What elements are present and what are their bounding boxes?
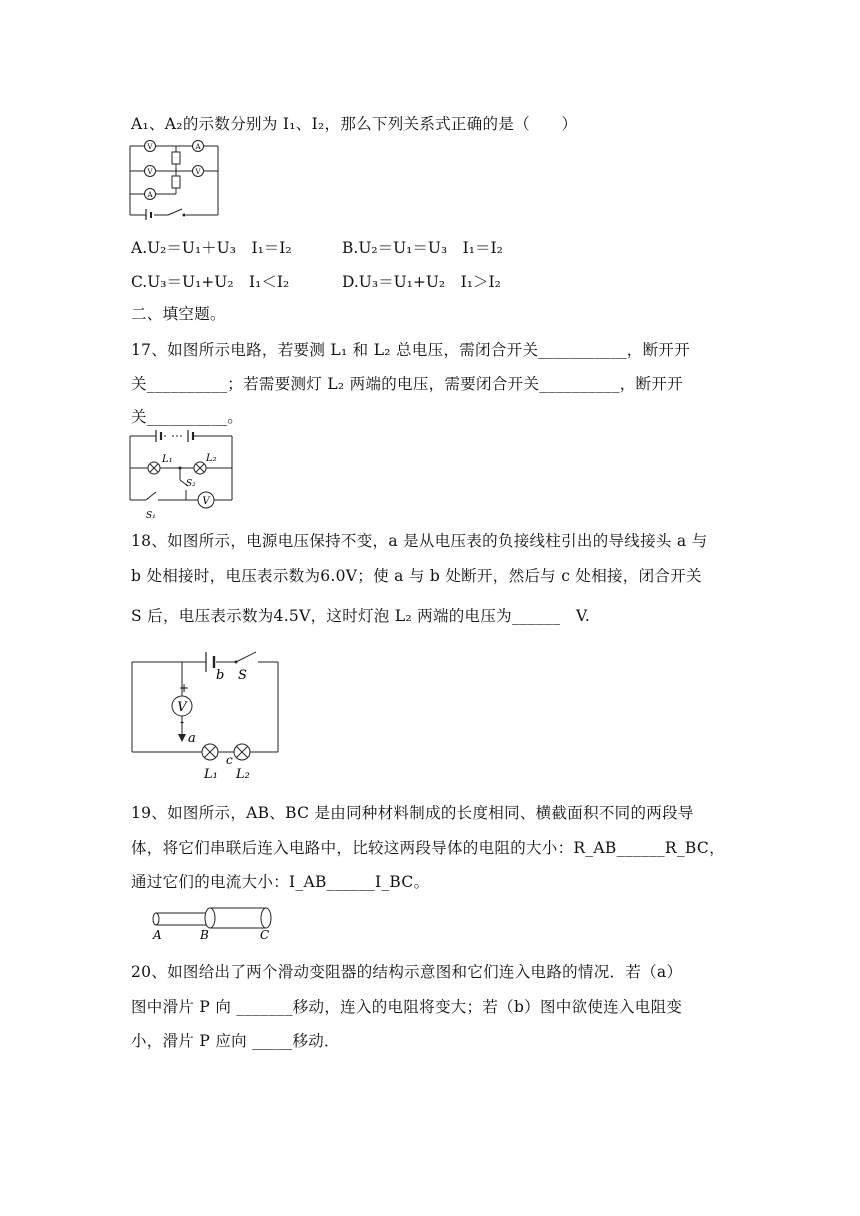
lamp-l2 [194,462,206,474]
voltmeter [198,492,214,508]
q19-line-2: 体，将它们串联后连入电路中，比较这两段导体的电阻的大小：R_AB______R_BC， [131,839,725,857]
label-a: A [153,928,162,942]
section-heading: 二、填空题。 [131,305,226,323]
label-a: a [188,731,196,746]
meter-v1 [145,141,156,152]
q20-line-2: 图中滑片 P 向 _______移动，连入的电阻将变大；若（b）图中欲使连入电阻变 [131,998,683,1016]
label-s1: S₁ [146,511,156,521]
q16-option-b: B.U₂＝U₁＝U₃ I₁＝I₂ [342,239,503,257]
label-l2: L₂ [206,453,217,464]
svg-text:V: V [147,168,153,176]
q18-line-3: S 后，电压表示数为4.5V，这时灯泡 L₂ 两端的电压为______ V. [131,607,591,625]
lamp-l2 [234,744,250,760]
q16-circuit-diagram [128,140,228,220]
label-s2: S₂ [186,479,196,489]
label-minus: - [180,715,185,729]
q18-line-2: b 处相接时，电压表示数为6.0V；使 a 与 b 处断开，然后与 c 处相接，闭合开关 [131,567,702,585]
q17-circuit-diagram [128,428,238,522]
svg-text:A: A [195,143,201,151]
q16-option-a: A.U₂＝U₁＋U₃ I₁＝I₂ [131,239,292,257]
q19-conductor-diagram [148,898,278,942]
lamp-l1 [202,744,218,760]
label-s: S [238,668,247,683]
q20-line-3: 小，滑片 P 应向 _____移动． [131,1032,340,1050]
svg-text:V: V [177,700,187,715]
q19-line-3: 通过它们的电流大小：I_AB______I_BC。 [131,873,430,891]
switch-contact [183,214,186,217]
arrow-icon [178,734,186,742]
label-plus: + [179,681,190,695]
label-l1: L₁ [162,454,173,465]
q18-circuit-diagram [128,644,284,784]
q18-line-1: 18、如图所示，电源电压保持不变，a 是从电压表的负接线柱引出的导线接头 a 与 [131,532,708,550]
meter-a2 [145,189,156,200]
q16-option-d: D.U₃＝U₁+U₂ I₁＞I₂ [342,273,501,291]
q16-stem: A₁、A₂的示数分别为 I₁、I₂，那么下列关系式正确的是（ ） [131,115,578,133]
label-b: B [200,928,209,942]
label-c: c [226,753,233,767]
meter-v3 [193,166,204,177]
svg-text:V: V [147,143,153,151]
q17-line-2: 关__________；若需要测灯 L₂ 两端的电压，需要闭合开关__________，断开开 [131,375,683,393]
label-l2: L₂ [236,767,250,782]
svg-text:V: V [202,496,210,507]
q17-line-3: 关__________。 [131,408,244,426]
q17-line-1: 17、如图所示电路，若要测 L₁ 和 L₂ 总电压，需闭合开关___________，断开开 [131,341,690,359]
meter-v2 [145,166,156,177]
meter-a1 [193,141,204,152]
q19-line-1: 19、如图所示，AB、BC 是由同种材料制成的长度相同、横截面积不同的两段导 [131,804,694,822]
label-c: C [260,928,270,942]
q20-line-1: 20、如图给出了两个滑动变阻器的结构示意图和它们连入电路的情况．若（a） [131,963,683,981]
label-l1: L₁ [204,767,218,782]
label-b: b [216,668,225,683]
lamp-l1 [148,462,160,474]
svg-text:V: V [195,168,201,176]
voltmeter [172,696,192,716]
svg-text:A: A [147,191,153,199]
q16-option-c: C.U₃＝U₁+U₂ I₁＜I₂ [131,273,290,291]
